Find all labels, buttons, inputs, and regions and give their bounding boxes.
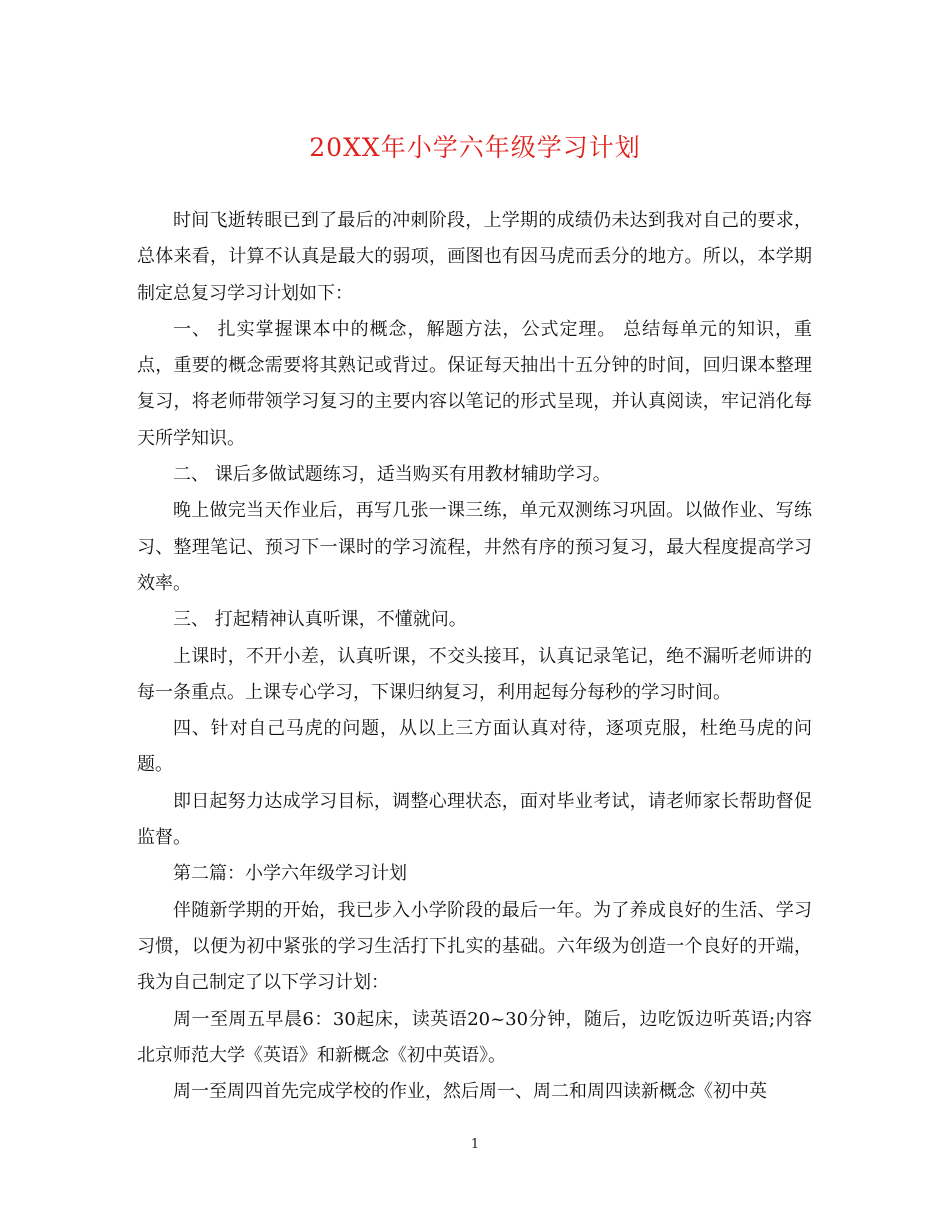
paragraph: 一、 扎实掌握课本中的概念，解题方法，公式定理。 总结每单元的知识，重点，重要的概念需要将其熟记或背过。保证每天抽出十五分钟的时间，回归课本整理复习，将老师带领学习复习的主要内容以笔记的形式呈现，并认真阅读，牢记消化每天所学知识。 bbox=[137, 318, 812, 449]
paragraph: 上课时，不开小差，认真听课，不交头接耳，认真记录笔记，绝不漏听老师讲的每一条重点。上课专心学习，下课归纳复习，利用起每分每秒的学习时间。 bbox=[137, 645, 812, 703]
paragraph: 周一至周五早晨6：30起床，读英语20~30分钟，随后，边吃饭边听英语;内容北京师范大学《英语》和新概念《初中英语》。 bbox=[137, 1008, 812, 1066]
paragraph: 周一至周四首先完成学校的作业，然后周一、周二和周四读新概念《初中英 bbox=[173, 1081, 767, 1103]
section-heading: 第二篇：小学六年级学习计划 bbox=[173, 863, 407, 885]
paragraph: 二、 课后多做试题练习，适当购买有用教材辅助学习。 bbox=[173, 464, 611, 486]
page-number: 1 bbox=[470, 1137, 480, 1152]
paragraph: 即日起努力达成学习目标，调整心理状态，面对毕业考试，请老师家长帮助督促监督。 bbox=[137, 790, 812, 849]
document-title: 20XX年小学六年级学习计划 bbox=[309, 133, 641, 162]
paragraph: 伴随新学期的开始，我已步入小学阶段的最后一年。为了养成良好的生活、学习习惯，以便为初中紧张的学习生活打下扎实的基础。六年级为创造一个良好的开端，我为自己制定了以下学习计划： bbox=[137, 899, 812, 994]
paragraph: 三、 打起精神认真听课，不懂就问。 bbox=[173, 609, 467, 631]
paragraph: 四、针对自己马虎的问题，从以上三方面认真对待，逐项克服，杜绝马虎的问题。 bbox=[137, 718, 812, 776]
document-body bbox=[137, 203, 812, 1110]
paragraph: 时间飞逝转眼已到了最后的冲刺阶段，上学期的成绩仍未达到我对自己的要求，总体来看，计算不认真是最大的弱项，画图也有因马虎而丢分的地方。所以，本学期制定总复习学习计划如下： bbox=[137, 210, 812, 304]
paragraph: 晚上做完当天作业后，再写几张一课三练，单元双测练习巩固。以做作业、写练习、整理笔记、预习下一课时的学习流程，井然有序的预习复习，最大程度提高学习效率。 bbox=[137, 500, 812, 594]
